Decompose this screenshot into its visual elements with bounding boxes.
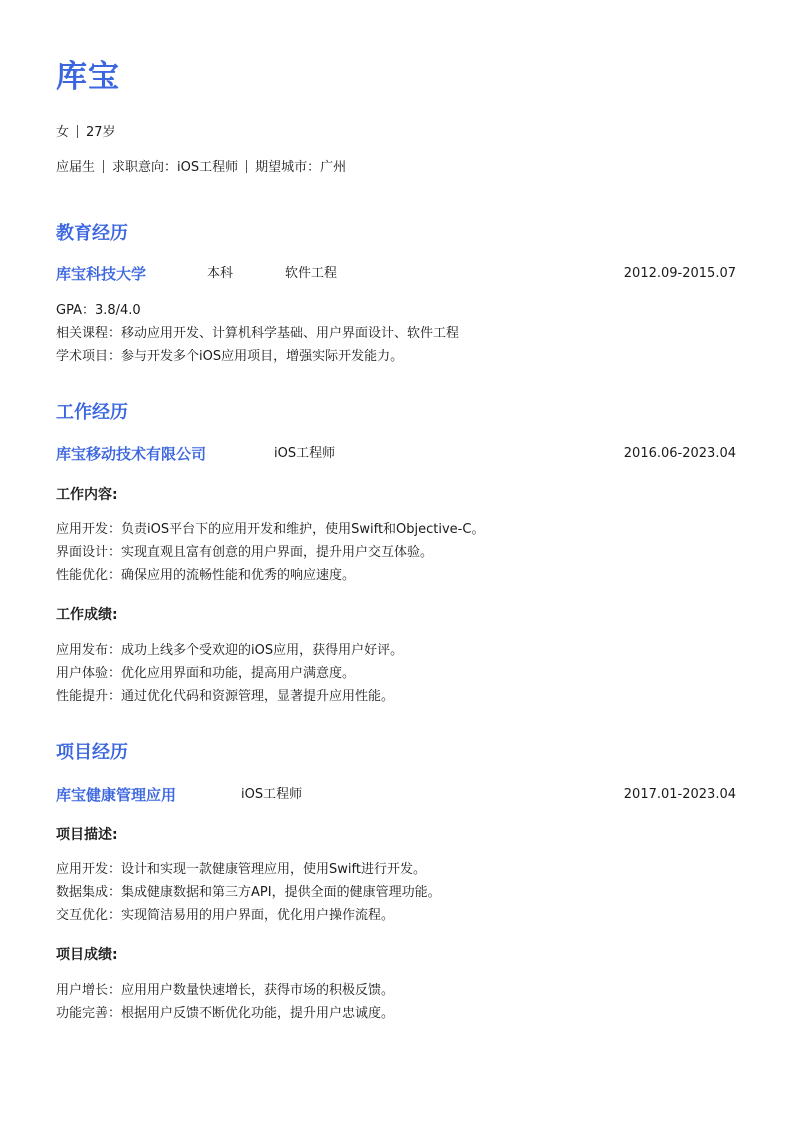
project-role: iOS工程师 [241, 787, 303, 802]
major: 软件工程 [285, 266, 338, 281]
list-item: 性能优化：确保应用的流畅性能和优秀的响应速度。 [56, 568, 356, 583]
work-period: 2016.06-2023.04 [623, 446, 736, 461]
project-period: 2017.01-2023.04 [623, 787, 736, 802]
education-details [56, 299, 459, 368]
basic-info-line [56, 124, 116, 142]
project-section-title: 项目经历 [56, 742, 128, 763]
company-name: 库宝移动技术有限公司 [56, 445, 207, 463]
project-results-list [56, 979, 394, 1025]
age: 27岁 [86, 125, 116, 140]
work-content-list [56, 518, 484, 587]
job-intent-line [56, 159, 346, 177]
list-item: 用户增长：应用用户数量快速增长，获得市场的积极反馈。 [56, 983, 395, 998]
project-name: 库宝健康管理应用 [56, 786, 177, 804]
list-item: GPA：3.8/4.0 [56, 303, 141, 318]
job-intent: 求职意向：iOS工程师 [112, 160, 239, 175]
candidate-status: 应届生 [56, 160, 96, 175]
project-entry-header [56, 785, 736, 805]
list-item: 数据集成：集成健康数据和第三方API，提供全面的健康管理功能。 [56, 885, 441, 900]
work-content-heading: 工作内容: [56, 487, 118, 503]
school-name: 库宝科技大学 [56, 265, 147, 283]
list-item: 应用发布：成功上线多个受欢迎的iOS应用，获得用户好评。 [56, 643, 404, 658]
work-section-title: 工作经历 [56, 402, 128, 423]
list-item: 相关课程：移动应用开发、计算机科学基础、用户界面设计、软件工程 [56, 326, 460, 341]
project-description-list [56, 858, 441, 927]
project-results-heading: 项目成绩: [56, 947, 118, 963]
list-item: 学术项目：参与开发多个iOS应用项目，增强实际开发能力。 [56, 349, 404, 364]
divider [246, 160, 247, 173]
gender: 女 [56, 125, 70, 140]
divider [77, 125, 78, 138]
project-description-heading: 项目描述: [56, 827, 118, 843]
list-item: 界面设计：实现直观且富有创意的用户界面，提升用户交互体验。 [56, 545, 434, 560]
divider [103, 160, 104, 173]
education-entry-header [56, 264, 736, 284]
work-results-list [56, 639, 403, 708]
work-results-heading: 工作成绩: [56, 607, 118, 623]
work-entry-header [56, 444, 736, 464]
education-section-title: 教育经历 [56, 223, 128, 244]
list-item: 交互优化：实现简洁易用的用户界面，优化用户操作流程。 [56, 908, 395, 923]
education-period: 2012.09-2015.07 [623, 266, 736, 281]
list-item: 功能完善：根据用户反馈不断优化功能，提升用户忠诚度。 [56, 1006, 395, 1021]
list-item: 应用开发：负责iOS平台下的应用开发和维护，使用Swift和Objective-C。 [56, 522, 485, 537]
list-item: 性能提升：通过优化代码和资源管理，显著提升应用性能。 [56, 689, 395, 704]
list-item: 应用开发：设计和实现一款健康管理应用，使用Swift进行开发。 [56, 862, 426, 877]
degree: 本科 [207, 266, 234, 281]
list-item: 用户体验：优化应用界面和功能，提高用户满意度。 [56, 666, 356, 681]
work-role: iOS工程师 [274, 446, 336, 461]
candidate-name: 库宝 [56, 59, 120, 95]
expected-city: 期望城市：广州 [255, 160, 347, 175]
